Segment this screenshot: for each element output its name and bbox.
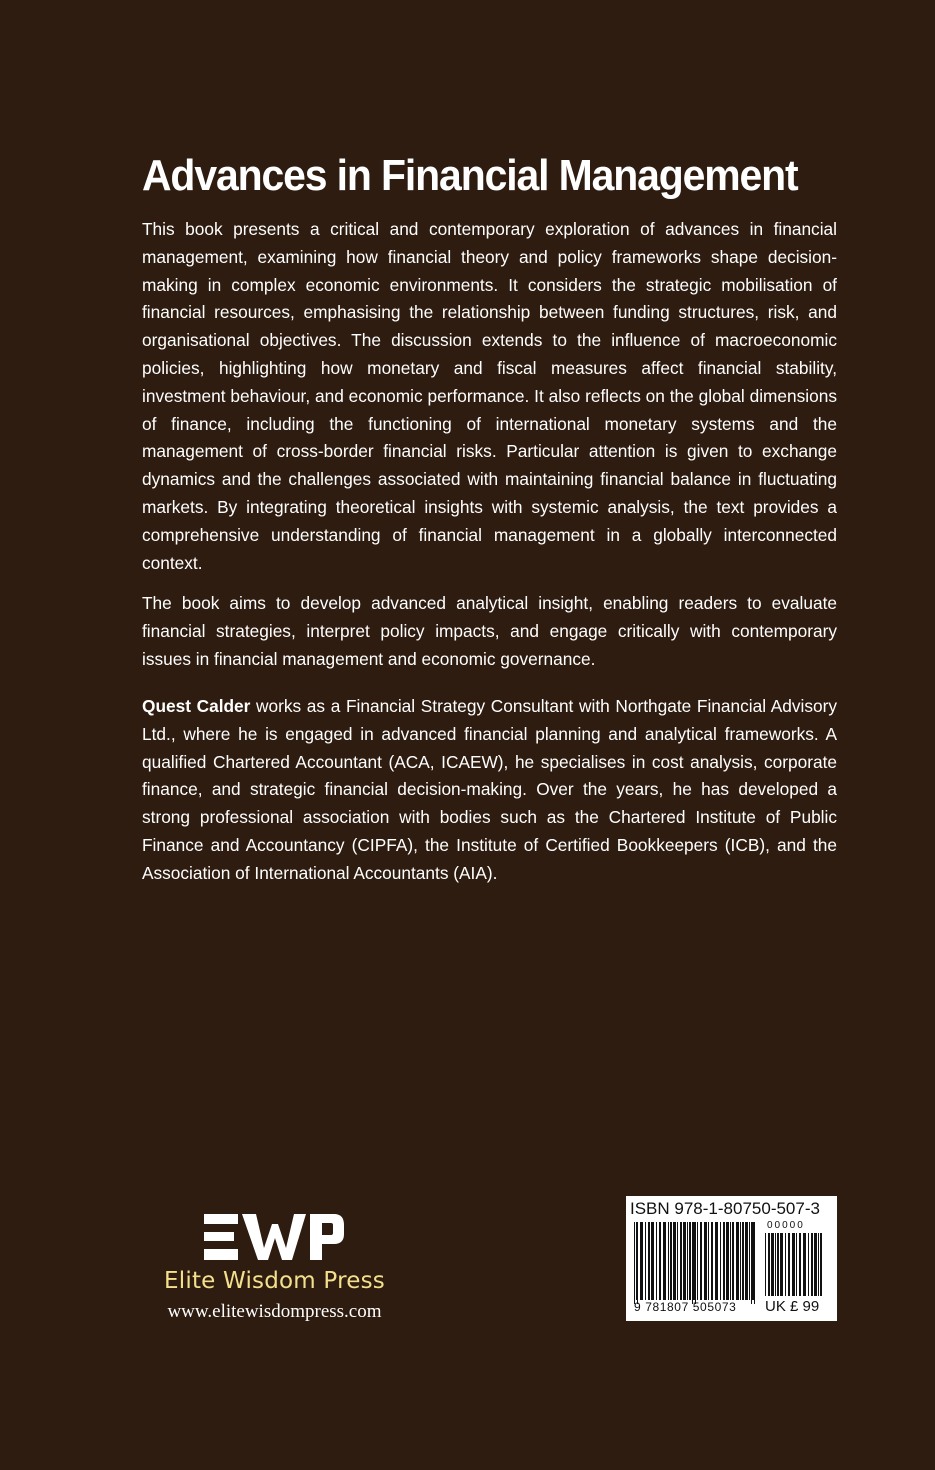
author-bio — [142, 693, 837, 888]
publisher-logo — [142, 1210, 407, 1330]
barcode-addon-digits: 00000 — [767, 1220, 805, 1231]
isbn-barcode — [626, 1196, 837, 1321]
price-label: UK £ 99 — [765, 1298, 820, 1315]
publisher-url: www.elitewisdompress.com — [167, 1301, 382, 1322]
barcode-digits: 9 781807 505073 — [634, 1300, 737, 1314]
book-title: Advances in Financial Management — [142, 151, 798, 200]
ewp-logo-mark-icon — [204, 1212, 344, 1262]
author-name: Quest Calder — [142, 696, 251, 716]
description-paragraph-2: The book aims to develop advanced analytical insight, enabling readers to evaluate financial strategies, interpret policy impacts, and engage critically with contemporary issues in financial management and economic governance. — [142, 593, 837, 669]
publisher-name: Elite Wisdom Press — [164, 1268, 385, 1294]
description-paragraph-1: This book presents a critical and contemporary exploration of advances in financial management, examining how financial theory and policy frameworks shape decision-making in complex economic environments. It considers the strategic mobilisation of financial resources, emphasising the relationship between funding structures, risk, and organisational objectives. The discussion extends to the influence of macroeconomic policies, highlighting how monetary and fiscal measures affect financial stability, investment behaviour, and economic performance. It also reflects on the global dimensions of finance, including the functioning of international monetary systems and the management of cross-border financial risks. Particular attention is given to exchange dynamics and the challenges associated with maintaining financial balance in fluctuating markets. By integrating theoretical insights with systemic analysis, the text provides a comprehensive understanding of financial management in a globally interconnected context. — [142, 219, 837, 573]
author-bio-text: works as a Financial Strategy Consultant with Northgate Financial Advisory Ltd., where he is engaged in advanced financial planning and analytical frameworks. A qualified Chartered Accountant (ACA, ICAEW), he specialises in cost analysis, corporate finance, and strategic financial decision-making. Over the years, he has developed a strong professional association with bodies such as the Chartered Institute of Public Finance and Accountancy (CIPFA), the Institute of Certified Bookkeepers (ICB), and the Association of International Accountants (AIA). — [142, 696, 838, 883]
isbn-number: ISBN 978-1-80750-507-3 — [630, 1199, 820, 1218]
